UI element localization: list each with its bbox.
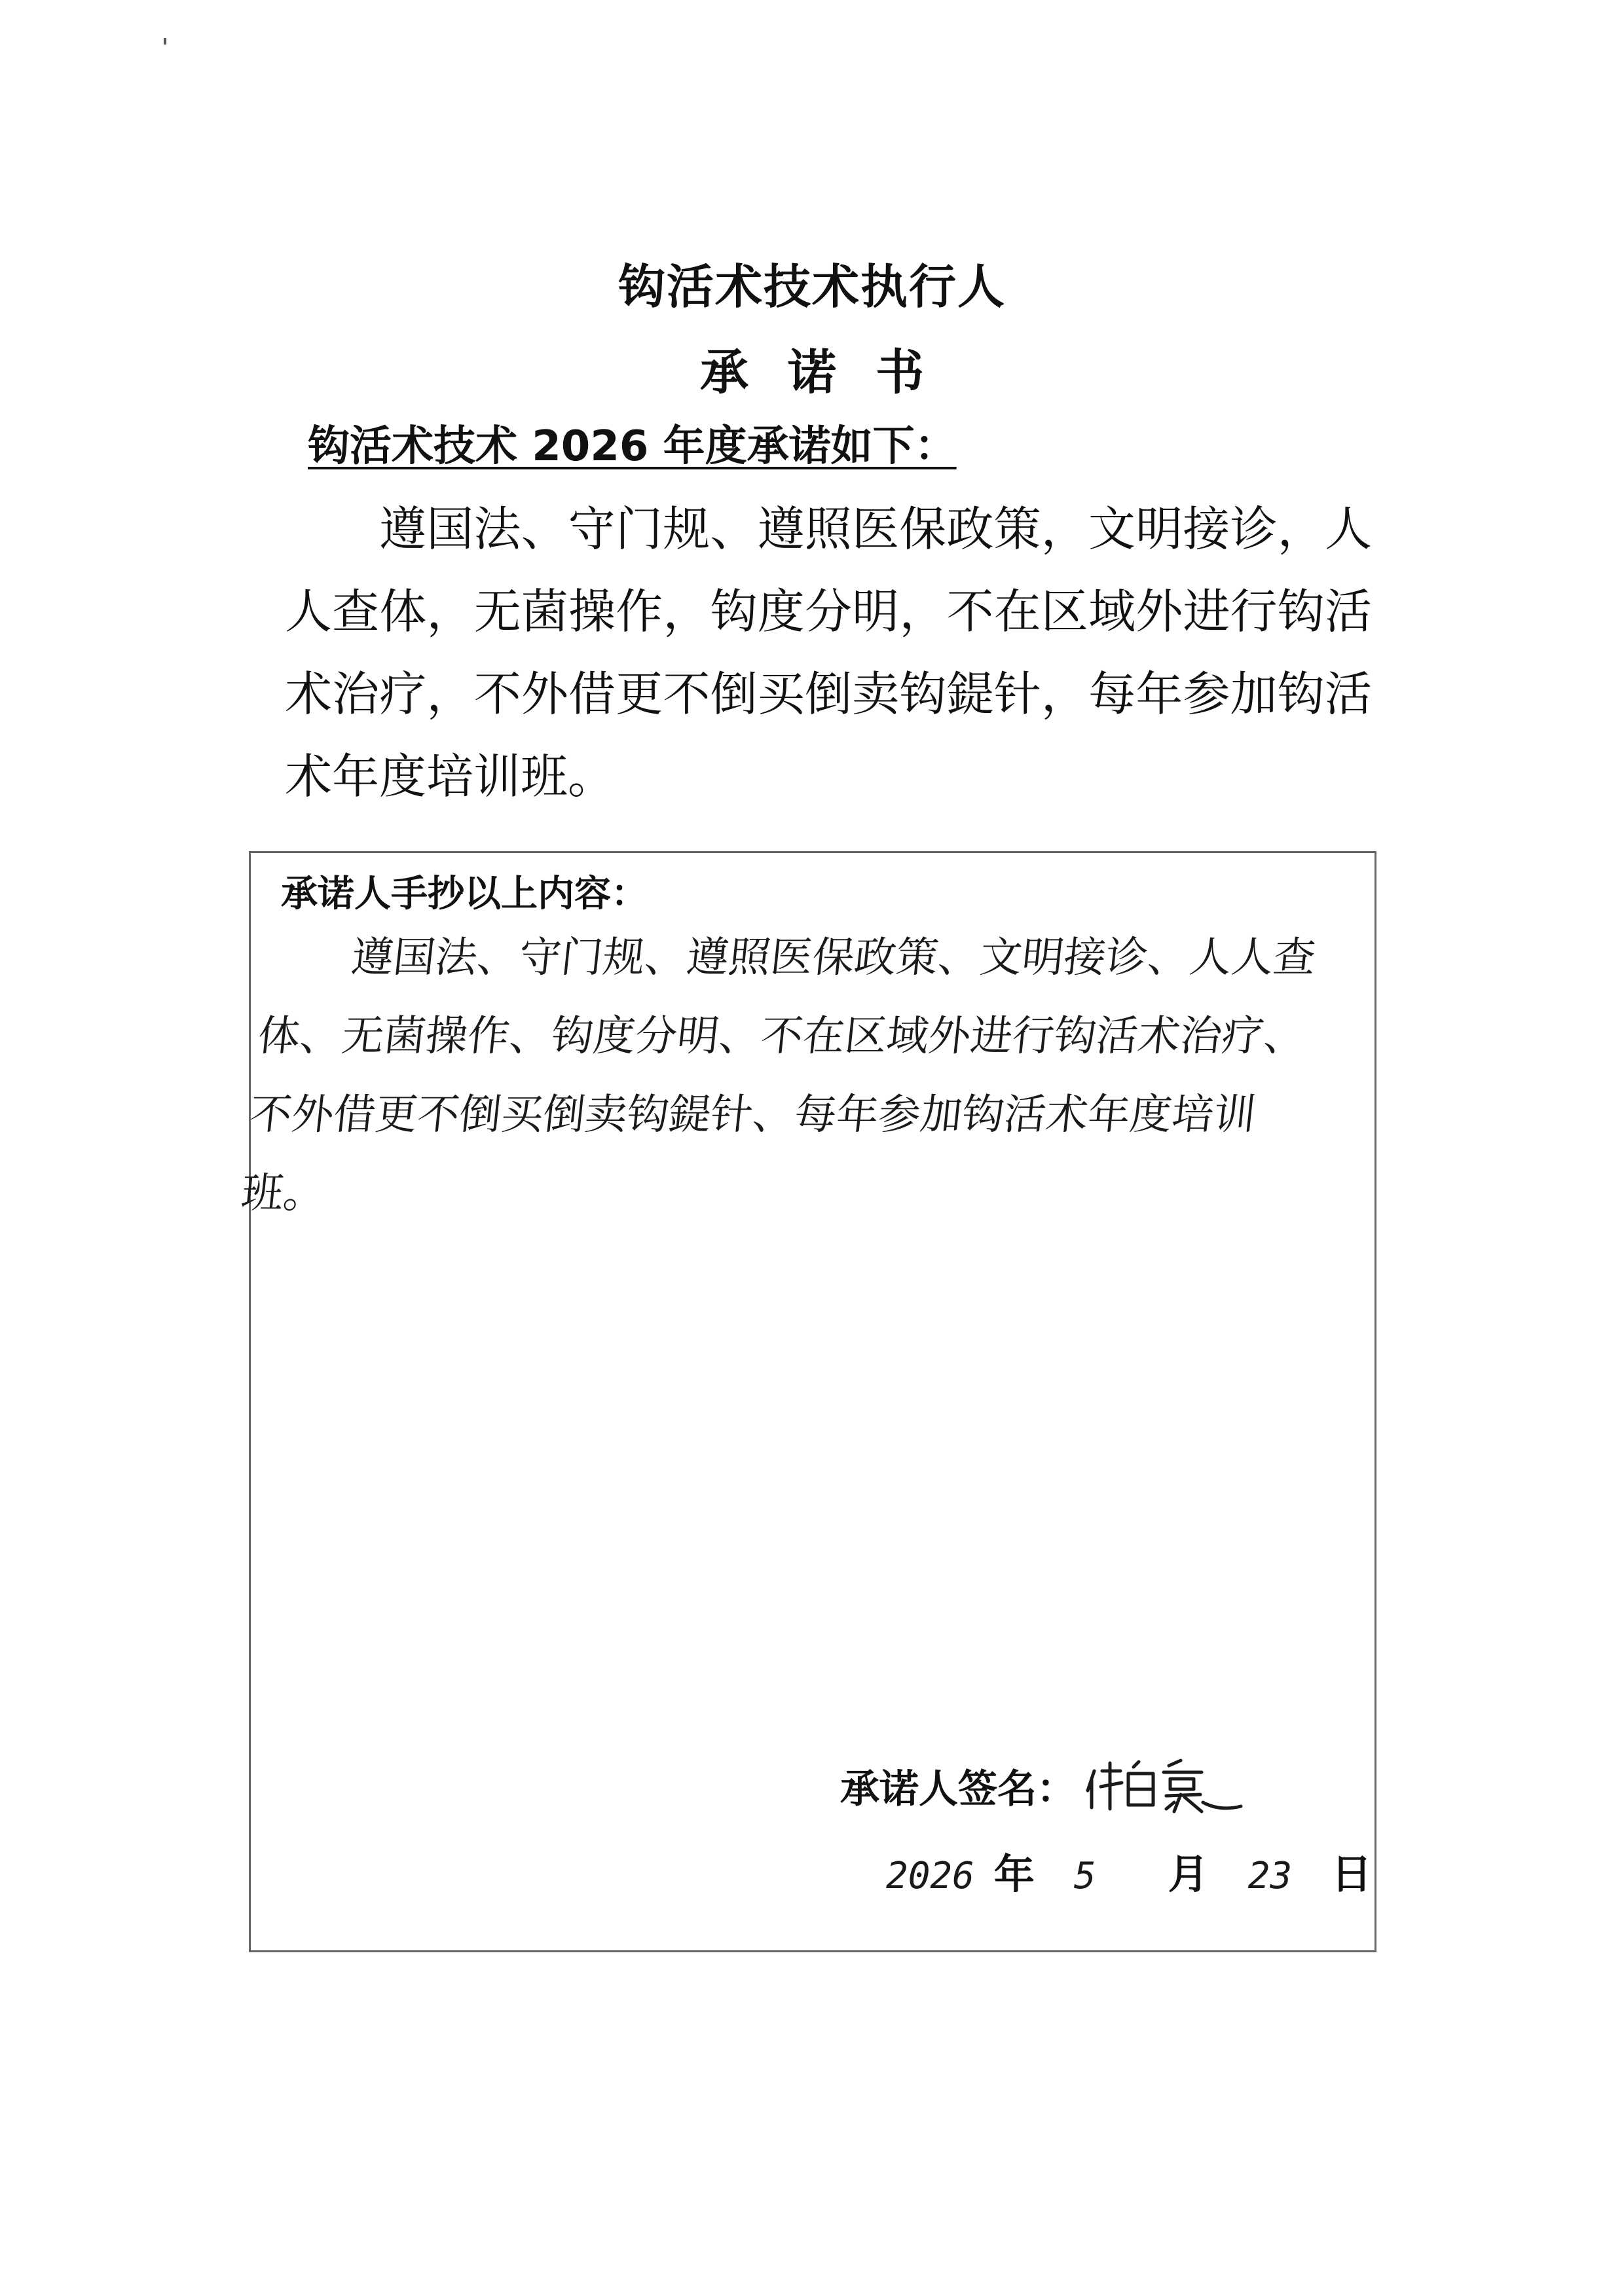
signature-label: 承诺人签名： (840, 1766, 1076, 1812)
document-subtitle: 承诺书 (700, 344, 963, 401)
date-row (886, 1842, 1372, 1900)
copy-label: 承诺人手抄以上内容： (281, 873, 648, 915)
handwritten-copy-text: 遵国法、守门规、遵照医保政策、文明接诊、人人查体、无菌操作、钩度分明、不在区域外进行钩活术治疗、不外借更不倒买倒卖钩鍉针、每年参加钩活术年度培训班。 (238, 934, 1318, 1218)
pledge-intro: 钩活术技术 2026 年度承诺如下： (308, 422, 957, 471)
date-day-unit: 日 (1331, 1850, 1373, 1898)
pledge-body: 遵国法、守门规、遵照医保政策，文明接诊，人人查体，无菌操作，钩度分明，不在区域外进行钩活术治疗，不外借更不倒买倒卖钩鍉针，每年参加钩活术年度培训班。 (285, 501, 1372, 804)
date-month-unit: 月 (1168, 1850, 1209, 1898)
handwritten-signature (1082, 1757, 1246, 1815)
date-day: 23 (1247, 1855, 1293, 1897)
date-year-unit: 年 (993, 1850, 1035, 1898)
signature-row (840, 1757, 1246, 1815)
document-title: 钩活术技术执行人 (618, 259, 1006, 314)
handwritten-copy-box (238, 851, 1376, 1952)
date-month: 5 (1073, 1855, 1096, 1897)
scan-artifact (164, 38, 166, 45)
date-year: 2026 (886, 1855, 974, 1897)
